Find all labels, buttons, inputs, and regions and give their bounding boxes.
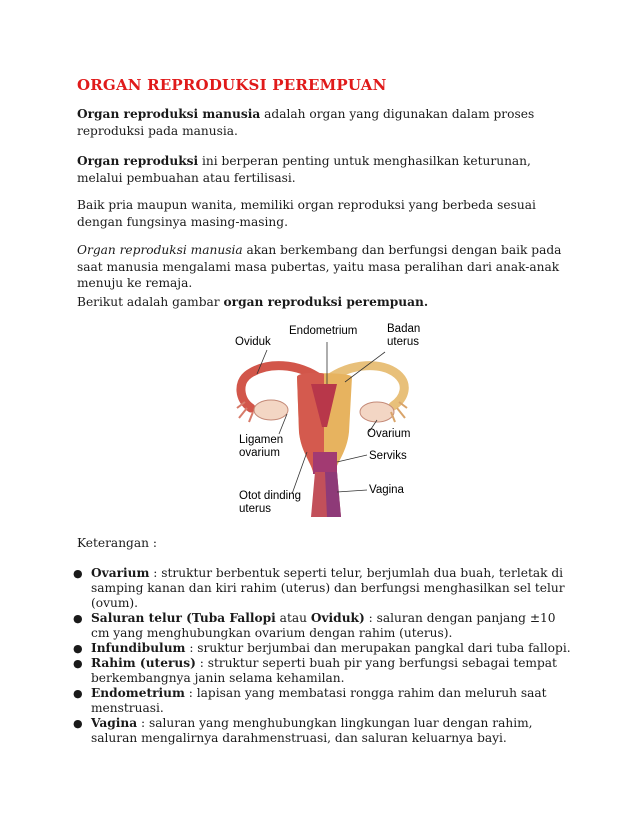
list-term-2: Oviduk) bbox=[310, 611, 365, 625]
paragraph-2 bbox=[77, 153, 577, 186]
paragraph-4 bbox=[77, 242, 577, 292]
label-otot-2: uterus bbox=[239, 503, 271, 515]
paragraph-2-text: ini berperan penting untuk menghasilkan keturunan, melalui pembuahan atau fertilisasi. bbox=[77, 154, 531, 185]
keterangan-list bbox=[73, 566, 577, 746]
list-desc: : lapisan yang membatasi rongga rahim dan meluruh saat menstruasi. bbox=[91, 686, 547, 715]
list-item bbox=[73, 566, 577, 611]
label-badan-uterus-1: Badan bbox=[387, 323, 421, 335]
label-otot-1: Otot dinding bbox=[239, 490, 302, 502]
label-badan-uterus-2: uterus bbox=[387, 336, 419, 348]
bullet-icon: ● bbox=[73, 717, 83, 730]
paragraph-4-lead: Organ reproduksi manusia bbox=[77, 243, 243, 257]
list-desc: : struktur seperti buah pir yang berfungsi sebagai tempat berkembangnya janin selama kehamilan. bbox=[91, 656, 557, 685]
label-ovarium: Ovarium bbox=[367, 428, 411, 440]
right-ovary-shape bbox=[360, 402, 394, 422]
label-vagina: Vagina bbox=[369, 484, 404, 496]
label-endometrium: Endometrium bbox=[289, 325, 358, 337]
cervix-shape bbox=[313, 452, 337, 474]
list-item bbox=[73, 641, 577, 656]
page-title: ORGAN REPRODUKSI PEREMPUAN bbox=[77, 76, 387, 94]
list-term: Endometrium bbox=[91, 686, 185, 700]
list-desc: : sruktur berjumbai dan merupakan pangkal dari tuba fallopi. bbox=[185, 641, 571, 655]
paragraph-4-text: akan berkembang dan berfungsi dengan baik pada saat manusia mengalami masa pubertas, yaitu masa peralihan dari anak-anak menuju ke remaja. bbox=[77, 243, 562, 290]
list-term: Vagina bbox=[91, 716, 138, 730]
paragraph-3-text: Baik pria maupun wanita, memiliki organ reproduksi yang berbeda sesuai dengan fungsinya masing-masing. bbox=[77, 198, 536, 229]
paragraph-5-bold: organ reproduksi perempuan. bbox=[223, 295, 429, 309]
bullet-icon: ● bbox=[73, 642, 83, 655]
list-item bbox=[73, 656, 577, 686]
list-mid: atau bbox=[275, 611, 311, 625]
list-item bbox=[73, 716, 577, 746]
paragraph-1-text: adalah organ yang digunakan dalam proses reproduksi pada manusia. bbox=[77, 107, 535, 138]
label-serviks: Serviks bbox=[369, 450, 407, 462]
bullet-icon: ● bbox=[73, 612, 83, 625]
list-desc: : struktur berbentuk seperti telur, berjumlah dua buah, terletak di samping kanan dan kiri rahim (uterus) dan berfungsi menghasilkan sel telur (ovum). bbox=[91, 566, 565, 610]
bullet-icon: ● bbox=[73, 567, 83, 580]
paragraph-5 bbox=[77, 294, 577, 311]
list-item bbox=[73, 686, 577, 716]
paragraph-2-lead: Organ reproduksi bbox=[77, 154, 199, 168]
reproductive-organ-figure bbox=[227, 322, 421, 522]
label-ligamen-2: ovarium bbox=[239, 447, 280, 459]
list-term: Ovarium bbox=[91, 566, 150, 580]
bullet-icon: ● bbox=[73, 657, 83, 670]
paragraph-1 bbox=[77, 106, 577, 139]
paragraph-5-text: Berikut adalah gambar bbox=[77, 295, 224, 309]
bullet-icon: ● bbox=[73, 687, 83, 700]
left-ovary-shape bbox=[254, 400, 288, 420]
label-ligamen-1: Ligamen bbox=[239, 434, 284, 446]
keterangan-heading: Keterangan : bbox=[77, 536, 157, 550]
list-term: Rahim (uterus) bbox=[91, 656, 196, 670]
list-desc: : saluran dengan panjang ±10 cm yang menghubungkan ovarium dengan rahim (uterus). bbox=[91, 611, 556, 640]
list-term: Infundibulum bbox=[91, 641, 186, 655]
list-term: Saluran telur (Tuba Fallopi bbox=[91, 611, 276, 625]
paragraph-3 bbox=[77, 197, 577, 230]
paragraph-1-lead: Organ reproduksi manusia bbox=[77, 107, 261, 121]
list-item bbox=[73, 611, 577, 641]
list-desc: : saluran yang menghubungkan lingkungan luar dengan rahim, saluran mengalirnya darahmenstruasi, dan saluran keluarnya bayi. bbox=[91, 716, 533, 745]
label-oviduk: Oviduk bbox=[235, 336, 271, 348]
